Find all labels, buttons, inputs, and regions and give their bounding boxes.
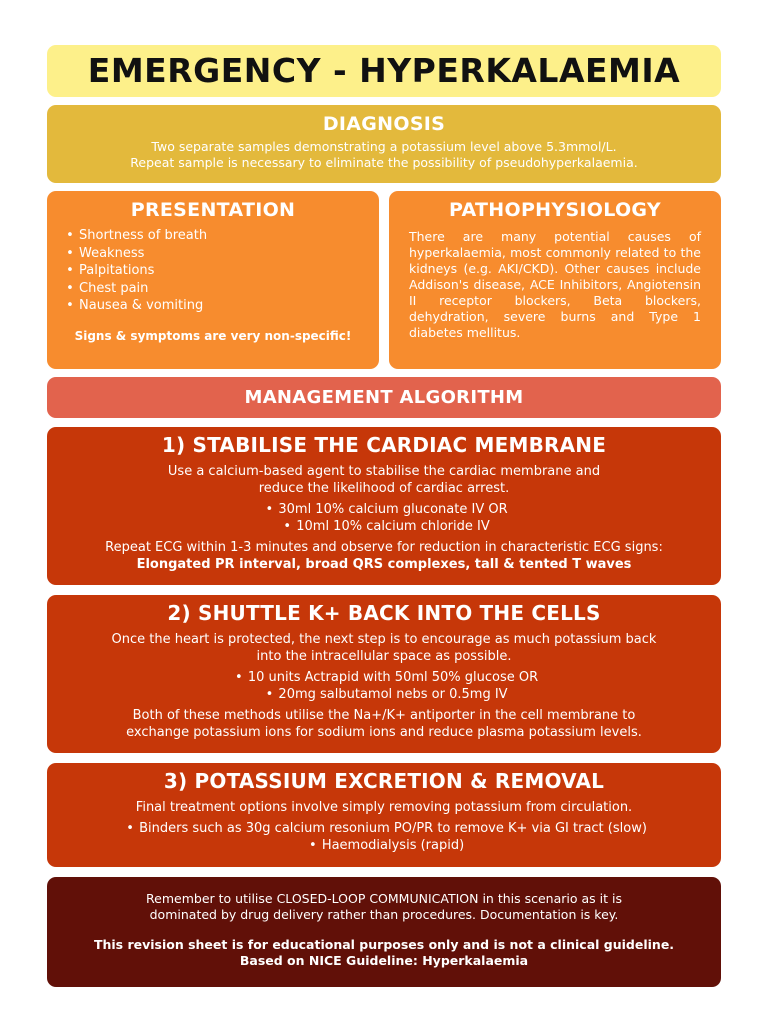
- step-2-intro-1: Once the heart is protected, the next step is to encourage as much potassium back: [111, 632, 657, 647]
- step-2-list: [47, 669, 721, 703]
- list-item: • Weakness: [61, 245, 379, 263]
- bullet-icon: •: [265, 502, 274, 517]
- bullet-icon: •: [126, 821, 134, 836]
- bullet-icon: •: [66, 228, 74, 243]
- step-1-intro-2: reduce the likelihood of cardiac arrest.: [258, 481, 510, 496]
- bullet-icon: •: [66, 263, 74, 278]
- diagnosis-panel: [47, 105, 721, 183]
- pathophysiology-heading: PATHOPHYSIOLOGY: [449, 199, 661, 221]
- step-2-outro-2: exchange potassium ions for sodium ions and reduce plasma potassium levels.: [126, 725, 642, 740]
- footer-panel: [47, 877, 721, 987]
- list-item: • Palpitations: [61, 262, 379, 280]
- bullet-icon: •: [283, 519, 292, 534]
- title-banner: [47, 45, 721, 97]
- list-item: • 10 units Actrapid with 50ml 50% glucose OR: [47, 669, 721, 686]
- step-3-list: [47, 820, 721, 854]
- step-1-list: [47, 501, 721, 535]
- list-item: • Shortness of breath: [61, 227, 379, 245]
- list-item: • 10ml 10% calcium chloride IV: [47, 518, 721, 535]
- list-item: • Nausea & vomiting: [61, 297, 379, 315]
- diagnosis-line-2: Repeat sample is necessary to eliminate the possibility of pseudohyperkalaemia.: [130, 155, 638, 170]
- list-item: • Chest pain: [61, 280, 379, 298]
- list-item: • 20mg salbutamol nebs or 0.5mg IV: [47, 686, 721, 703]
- footer-line-1: Remember to utilise CLOSED-LOOP COMMUNICATION in this scenario as it is: [146, 891, 622, 906]
- bullet-icon: •: [66, 280, 74, 296]
- diagnosis-heading: DIAGNOSIS: [322, 113, 446, 135]
- footer-line-2: dominated by drug delivery rather than procedures. Documentation is key.: [149, 907, 619, 922]
- step-3-heading: 3) POTASSIUM EXCRETION & REMOVAL: [163, 769, 605, 793]
- list-item: • 30ml 10% calcium gluconate IV OR: [47, 501, 721, 518]
- step-2-panel: [47, 595, 721, 753]
- bullet-icon: •: [66, 245, 74, 261]
- pathophysiology-text: There are many potential causes of hyperkalaemia, most commonly related to the kidneys (e.g. AKI/CKD). Other causes include Addison's disease, ACE Inhibitors, Angiotensin II receptor blockers, Beta blockers, dehydration, severe burns and Type 1 diabetes mellitus.: [409, 229, 701, 340]
- bullet-icon: •: [235, 670, 243, 685]
- step-1-heading: 1) STABILISE THE CARDIAC MEMBRANE: [161, 433, 607, 457]
- presentation-panel: [47, 191, 379, 369]
- management-banner: [47, 377, 721, 418]
- spacer: [47, 923, 721, 937]
- presentation-note: Signs & symptoms are very non-specific!: [74, 328, 352, 343]
- page-title: EMERGENCY - HYPERKALAEMIA: [87, 51, 681, 90]
- step-3-panel: [47, 763, 721, 867]
- bullet-icon: •: [308, 838, 317, 853]
- pathophysiology-panel: [389, 191, 721, 369]
- step-1-panel: [47, 427, 721, 585]
- diagnosis-line-1: Two separate samples demonstrating a potassium level above 5.3mmol/L.: [151, 139, 617, 154]
- step-1-intro-1: Use a calcium-based agent to stabilise the cardiac membrane and: [167, 464, 601, 479]
- list-item: • Binders such as 30g calcium resonium PO/PR to remove K+ via GI tract (slow): [47, 820, 721, 837]
- bullet-icon: •: [66, 298, 74, 313]
- bullet-icon: •: [265, 687, 274, 702]
- disclaimer-line: This revision sheet is for educational purposes only and is not a clinical guideline.: [93, 937, 675, 952]
- symptom-list: [47, 227, 379, 315]
- step-1-outro-1: Repeat ECG within 1-3 minutes and observe for reduction in characteristic ECG signs:: [105, 540, 663, 555]
- step-2-intro-2: into the intracellular space as possible.: [256, 649, 512, 664]
- step-2-heading: 2) SHUTTLE K+ BACK INTO THE CELLS: [167, 601, 601, 625]
- guideline-source-line: Based on NICE Guideline: Hyperkalaemia: [239, 953, 529, 968]
- management-heading: MANAGEMENT ALGORITHM: [244, 387, 524, 408]
- step-2-outro-1: Both of these methods utilise the Na+/K+ antiporter in the cell membrane to: [132, 708, 636, 723]
- presentation-heading: PRESENTATION: [130, 199, 296, 221]
- step-1-outro-2: Elongated PR interval, broad QRS complexes, tall & tented T waves: [136, 557, 632, 572]
- list-item: • Haemodialysis (rapid): [47, 837, 721, 854]
- step-3-intro: Final treatment options involve simply removing potassium from circulation.: [135, 800, 633, 815]
